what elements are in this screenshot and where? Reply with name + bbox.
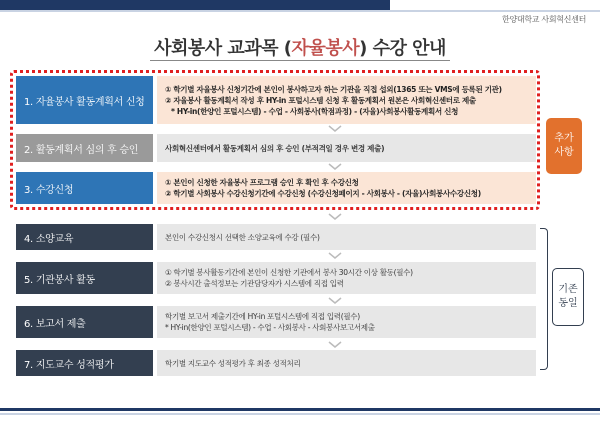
step-2 [16, 134, 536, 162]
org-name: 한양대학교 사회혁신센터 [502, 15, 586, 24]
bottom-band-light [0, 413, 600, 415]
step-5-line-1: ① 학기별 봉사활동기간에 본인이 신청한 기관에서 봉사 30시간 이상 활동(필수) [165, 268, 413, 277]
top-band-light [0, 10, 600, 12]
existing-same-badge [552, 268, 584, 326]
top-band [0, 0, 600, 12]
chevron-down-icon [328, 163, 342, 170]
step-2-content [157, 134, 536, 162]
added-items-badge [546, 118, 582, 174]
page-title [0, 34, 600, 60]
step-4-label: 4. 소양교육 [16, 224, 153, 250]
title-suffix: ) 수강 안내 [359, 38, 446, 59]
step-3-label: 3. 수강신청 [16, 172, 153, 204]
existing-same-text: 기존 동일 [558, 284, 578, 309]
existing-bracket [540, 228, 548, 370]
title-highlight: 자율봉사 [291, 38, 360, 59]
step-1-line-2: ② 자율봉사 활동계획서 작성 후 HY-in 포털시스템 신청 후 활동계획서 원본은 사회혁신센터로 제출 [165, 95, 476, 105]
step-6-line-1: 학기별 보고서 제출기간에 HY-in 포털시스템에 직접 입력(필수) [165, 312, 360, 321]
added-items-text: 추가 사항 [554, 133, 574, 158]
chevron-down-icon [328, 341, 342, 348]
step-5 [16, 262, 536, 294]
step-6-line-2: * HY-in(한양인 포털시스템) - 수업 - 사회봉사 - 사회봉사보고서제출 [165, 323, 375, 332]
bottom-band [0, 400, 600, 422]
step-2-label: 2. 활동계획서 심의 후 승인 [16, 134, 153, 162]
bottom-band-dark [0, 408, 600, 411]
step-6 [16, 306, 536, 338]
step-3-line-1: ① 본인이 신청한 자율봉사 프로그램 승인 후 확인 후 수강신청 [165, 178, 359, 187]
step-7 [16, 350, 536, 376]
step-3-line-2: ② 학기별 사회봉사 수강신청기간에 수강신청 (수강신청페이지 - 사회봉사 - (자율)사회봉사수강신청) [165, 189, 481, 198]
step-5-line-2: ② 봉사시간 출석정보는 기관담당자가 시스템에 직접 입력 [165, 279, 344, 288]
step-1-line-3: * HY-in(한양인 포털시스템) - 수업 - 사회봉사(학점과정) - (자율)사회봉사활동계획서 신청 [171, 106, 459, 116]
step-4 [16, 224, 536, 250]
step-7-line-1: 학기별 지도교수 성적평가 후 최종 성적처리 [165, 358, 301, 368]
step-1-content [157, 76, 536, 124]
title-prefix: 사회봉사 교과목 ( [154, 38, 292, 59]
step-1-line-1: ① 학기별 자율봉사 신청기간에 본인이 봉사하고자 하는 기관을 직접 섭외(1365 또는 VMS에 등록된 기관) [165, 84, 502, 94]
step-7-content [157, 350, 536, 376]
step-3-content [157, 172, 536, 204]
chevron-down-icon [328, 125, 342, 132]
step-6-label: 6. 보고서 제출 [16, 306, 153, 338]
step-1 [16, 76, 536, 124]
step-1-label: 1. 자율봉사 활동계획서 신청 [16, 76, 153, 124]
title-underline [150, 60, 450, 61]
step-4-line-1: 본인이 수강신청시 선택한 소양교육에 수강 (필수) [165, 232, 320, 242]
chevron-down-icon [328, 213, 342, 220]
step-5-label: 5. 기관봉사 활동 [16, 262, 153, 294]
chevron-down-icon [328, 252, 342, 259]
step-2-line-1: 사회혁신센터에서 활동계획서 심의 후 승인 (부적격일 경우 변경 제출) [165, 143, 385, 153]
step-6-content [157, 306, 536, 338]
chevron-down-icon [328, 297, 342, 304]
step-7-label: 7. 지도교수 성적평가 [16, 350, 153, 376]
step-3 [16, 172, 536, 204]
step-5-content [157, 262, 536, 294]
step-4-content [157, 224, 536, 250]
